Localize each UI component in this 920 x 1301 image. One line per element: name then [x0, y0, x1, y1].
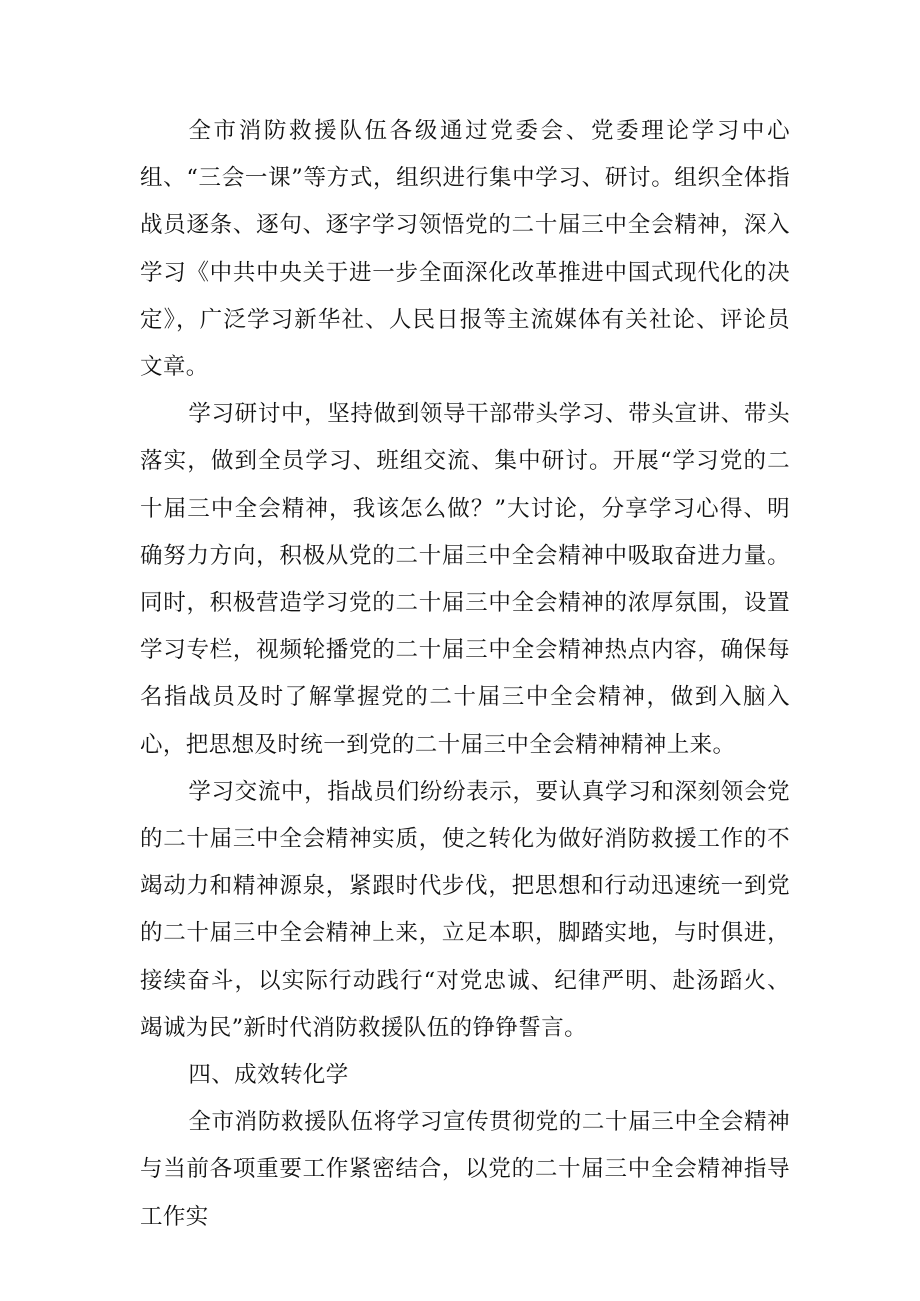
section-heading: 四、成效转化学: [188, 1062, 349, 1089]
paragraph-study-methods: 全市消防救援队伍各级通过党委会、党委理论学习中心组、“三会一课”等方式，组织进行集中学习、研讨。组织全体指战员逐条、逐句、逐字学习领悟党的二十届三中全会精神，深入学习《中共中央关于进一步全面深化改革推进中国式现代化的决定》，广泛学习新华社、人民日报等主流媒体有关社论、评论员文章。: [140, 118, 790, 381]
paragraph-study-discussion: 学习研讨中，坚持做到领导干部带头学习、带头宣讲、带头落实，做到全员学习、班组交流、集中研讨。开展“学习党的二十届三中全会精神，我该怎么做？”大讨论，分享学习心得、明确努力方向，积极从党的二十届三中全会精神中吸取奋进力量。同时，积极营造学习党的二十届三中全会精神的浓厚氛围，设置学习专栏，视频轮播党的二十届三中全会精神热点内容，确保每名指战员及时了解掌握党的二十届三中全会精神，做到入脑入心，把思想及时统一到党的二十届三中全会精神精神上来。: [140, 401, 790, 758]
paragraph-study-exchange: 学习交流中，指战员们纷纷表示，要认真学习和深刻领会党的二十届三中全会精神实质，使之转化为做好消防救援工作的不竭动力和精神源泉，紧跟时代步伐，把思想和行动迅速统一到党的二十届三中全会精神上来，立足本职，脚踏实地，与时俱进，接续奋斗，以实际行动践行“对党忠诚、纪律严明、赴汤蹈火、竭诚为民”新时代消防救援队伍的铮铮誓言。: [140, 778, 790, 1041]
document-body: [140, 108, 790, 1241]
paragraph-results-transformation: 全市消防救援队伍将学习宣传贯彻党的二十届三中全会精神与当前各项重要工作紧密结合，以党的二十届三中全会精神指导工作实: [140, 1109, 790, 1230]
